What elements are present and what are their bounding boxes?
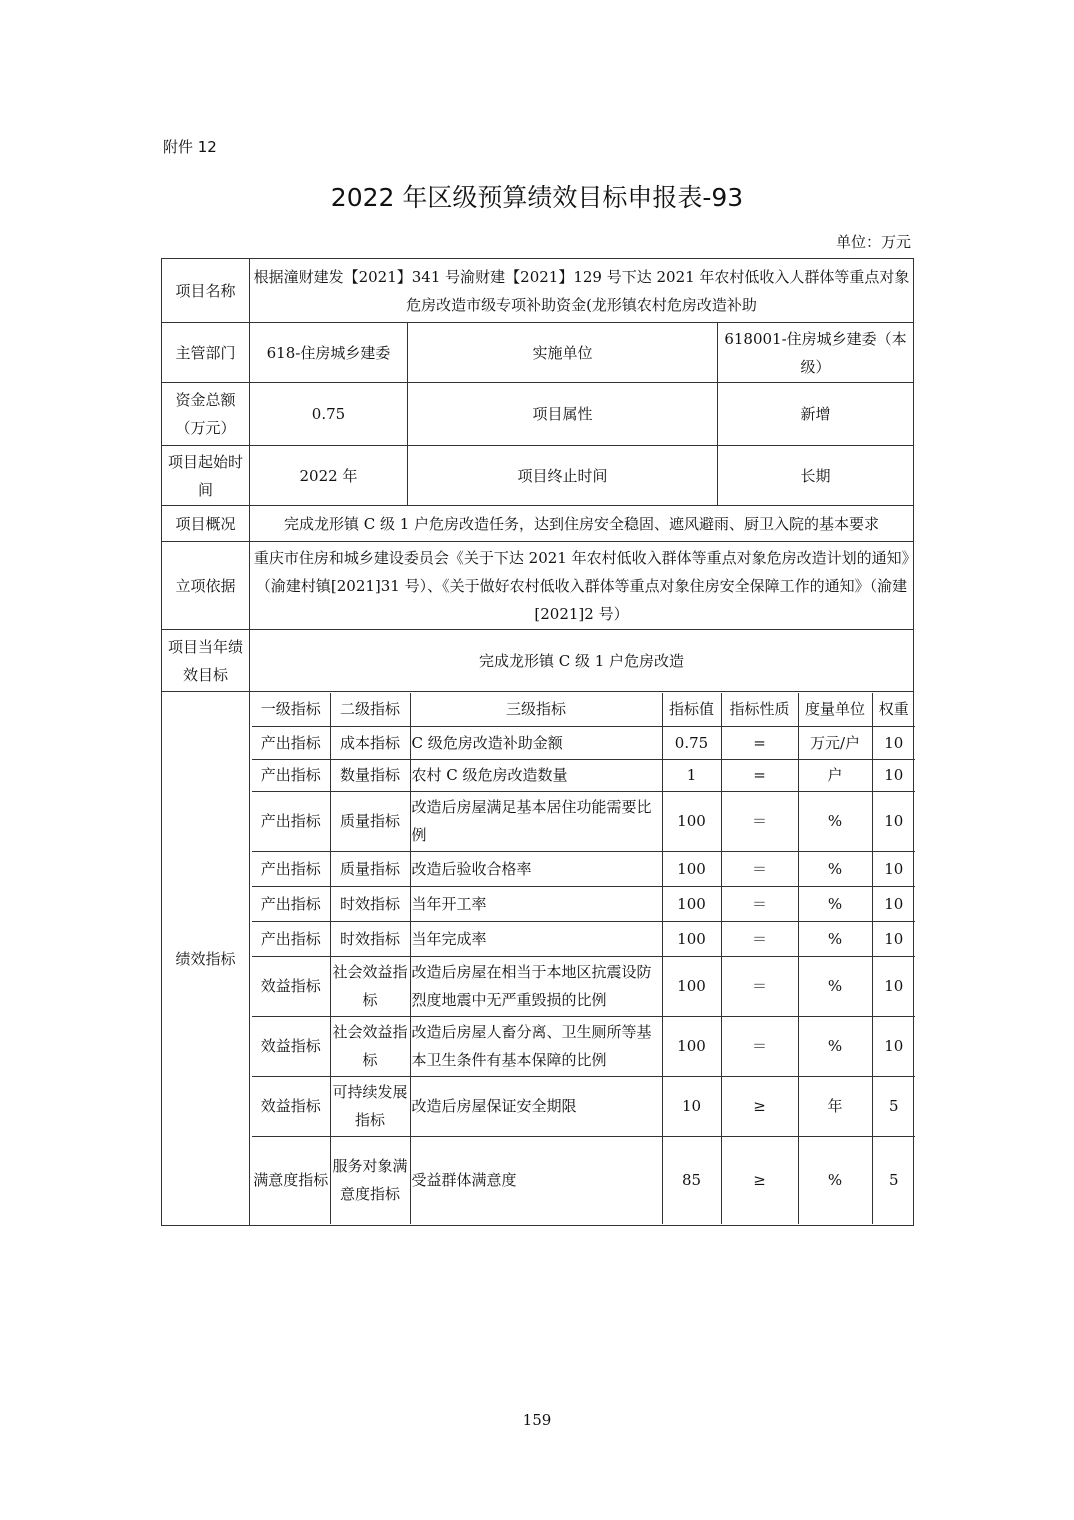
cell-unit: % [798,1016,872,1076]
cell-value: 100 [662,921,721,956]
header-level3: 三级指标 [410,693,662,726]
basis-value: 重庆市住房和城乡建设委员会《关于下达 2021 年农村低收入群体等重点对象危房改造计划的通知》（渝建村镇[2021]31 号）、《关于做好农村低收入群体等重点对象住房安全保障工作的通知》（渝建[2021]2 号） [250,542,914,630]
cell-value: 100 [662,886,721,921]
header-unit: 度量单位 [798,693,872,726]
cell-unit: % [798,1136,872,1224]
project-name-label: 项目名称 [162,259,250,323]
cell-value: 100 [662,851,721,886]
cell-value: 0.75 [662,726,721,759]
cell-level3: 改造后房屋人畜分离、卫生厕所等基本卫生条件有基本保障的比例 [410,1016,662,1076]
cell-level1: 效益指标 [252,1076,330,1136]
cell-level1: 产出指标 [252,921,330,956]
cell-unit: % [798,886,872,921]
cell-weight: 10 [872,726,915,759]
cell-value: 100 [662,1016,721,1076]
cell-level2: 时效指标 [330,886,410,921]
cell-level3: 当年开工率 [410,886,662,921]
cell-value: 100 [662,956,721,1016]
cell-nature: = [721,726,798,759]
cell-weight: 10 [872,1016,915,1076]
basis-label: 立项依据 [162,542,250,630]
cell-level2: 数量指标 [330,759,410,791]
header-weight: 权重 [872,693,915,726]
table-row [252,1136,915,1224]
cell-value: 85 [662,1136,721,1224]
start-value: 2022 年 [250,446,408,506]
fund-label: 资金总额（万元） [162,383,250,446]
impl-label: 实施单位 [408,323,718,383]
cell-level3: 改造后验收合格率 [410,851,662,886]
cell-level2: 时效指标 [330,921,410,956]
end-label: 项目终止时间 [408,446,718,506]
cell-weight: 10 [872,886,915,921]
cell-level1: 满意度指标 [252,1136,330,1224]
dept-label: 主管部门 [162,323,250,383]
attr-value: 新增 [718,383,914,446]
cell-unit: % [798,956,872,1016]
cell-unit: % [798,921,872,956]
indicators-header-row [252,693,915,726]
cell-unit: 万元/户 [798,726,872,759]
cell-level1: 产出指标 [252,759,330,791]
cell-nature: ≥ [721,1136,798,1224]
cell-level2: 质量指标 [330,791,410,851]
cell-nature: ＝ [721,851,798,886]
cell-unit: % [798,851,872,886]
cell-level3: 改造后房屋满足基本居住功能需要比例 [410,791,662,851]
cell-level3: 当年完成率 [410,921,662,956]
cell-nature: ＝ [721,886,798,921]
cell-nature: = [721,759,798,791]
cell-nature: ＝ [721,956,798,1016]
table-row [252,956,915,1016]
cell-weight: 10 [872,791,915,851]
cell-level3: 改造后房屋保证安全期限 [410,1076,662,1136]
header-nature: 指标性质 [721,693,798,726]
page-number: 159 [522,1411,552,1429]
cell-weight: 10 [872,851,915,886]
cell-level3: C 级危房改造补助金额 [410,726,662,759]
cell-level2: 服务对象满意度指标 [330,1136,410,1224]
cell-level2: 社会效益指标 [330,1016,410,1076]
table-row [252,759,915,791]
cell-level1: 效益指标 [252,1016,330,1076]
unit-label: 单位：万元 [835,233,911,251]
overview-label: 项目概况 [162,506,250,542]
cell-nature: ≥ [721,1076,798,1136]
cell-unit: 年 [798,1076,872,1136]
cell-level1: 产出指标 [252,851,330,886]
attachment-label: 附件 12 [163,138,217,156]
cell-weight: 10 [872,921,915,956]
indicators-table [252,693,915,1224]
table-row [252,921,915,956]
cell-nature: ＝ [721,791,798,851]
cell-level2: 可持续发展指标 [330,1076,410,1136]
indicators-section-label: 绩效指标 [162,692,250,1226]
goal-value: 完成龙形镇 C 级 1 户危房改造 [250,630,914,692]
indicators-cell [250,692,914,1226]
cell-unit: 户 [798,759,872,791]
header-value: 指标值 [662,693,721,726]
impl-value: 618001-住房城乡建委（本级） [718,323,914,383]
cell-nature: ＝ [721,921,798,956]
header-level1: 一级指标 [252,693,330,726]
cell-level3: 农村 C 级危房改造数量 [410,759,662,791]
budget-table [161,258,914,1226]
cell-level1: 产出指标 [252,726,330,759]
dept-value: 618-住房城乡建委 [250,323,408,383]
cell-level2: 社会效益指标 [330,956,410,1016]
overview-value: 完成龙形镇 C 级 1 户危房改造任务，达到住房安全稳固、遮风避雨、厨卫入院的基本要求 [250,506,914,542]
cell-unit: % [798,791,872,851]
fund-value: 0.75 [250,383,408,446]
cell-level1: 产出指标 [252,886,330,921]
cell-weight: 5 [872,1076,915,1136]
cell-weight: 10 [872,956,915,1016]
cell-nature: ＝ [721,1016,798,1076]
table-row [252,791,915,851]
table-row [252,1076,915,1136]
project-name-value: 根据潼财建发【2021】341 号渝财建【2021】129 号下达 2021 年农村低收入人群体等重点对象危房改造市级专项补助资金(龙形镇农村危房改造补助 [250,259,914,323]
cell-level1: 效益指标 [252,956,330,1016]
table-row [252,726,915,759]
cell-level3: 受益群体满意度 [410,1136,662,1224]
start-label: 项目起始时间 [162,446,250,506]
cell-weight: 10 [872,759,915,791]
header-level2: 二级指标 [330,693,410,726]
table-row [252,851,915,886]
cell-level2: 成本指标 [330,726,410,759]
table-row [252,886,915,921]
cell-weight: 5 [872,1136,915,1224]
table-row [252,1016,915,1076]
cell-value: 1 [662,759,721,791]
attr-label: 项目属性 [408,383,718,446]
cell-value: 10 [662,1076,721,1136]
page-title: 2022 年区级预算绩效目标申报表-93 [330,183,744,212]
cell-level3: 改造后房屋在相当于本地区抗震设防烈度地震中无严重毁损的比例 [410,956,662,1016]
end-value: 长期 [718,446,914,506]
cell-level1: 产出指标 [252,791,330,851]
cell-value: 100 [662,791,721,851]
cell-level2: 质量指标 [330,851,410,886]
goal-label: 项目当年绩效目标 [162,630,250,692]
